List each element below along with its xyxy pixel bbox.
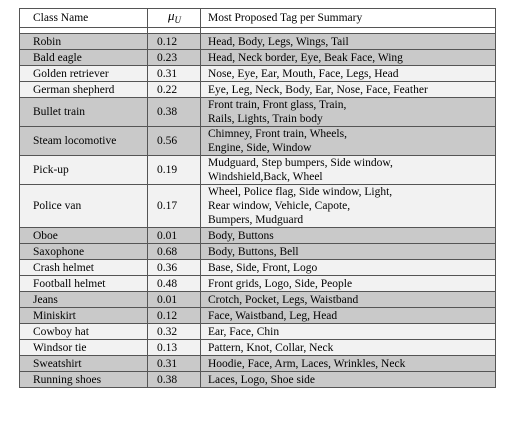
table-row: [20, 82, 496, 98]
table-row: [20, 356, 496, 372]
mu-value-cell: 0.12: [148, 34, 201, 50]
tag-line: Ear, Face, Chin: [208, 325, 280, 338]
class-name-cell: Robin: [20, 34, 148, 50]
table-row: [20, 340, 496, 356]
header-class-name: Class Name: [20, 9, 148, 28]
mu-value-cell: 0.31: [148, 66, 201, 82]
mu-value-cell: 0.13: [148, 340, 201, 356]
mu-symbol: μ: [168, 8, 175, 23]
table-row: [20, 66, 496, 82]
tags-cell: [201, 244, 496, 260]
mu-value-cell: 0.38: [148, 98, 201, 127]
tags-cell: [201, 185, 496, 228]
table-row: [20, 324, 496, 340]
tags-cell: [201, 156, 496, 185]
table-row: [20, 127, 496, 156]
table-row: [20, 185, 496, 228]
tags-cell: [201, 340, 496, 356]
tag-line: Body, Buttons, Bell: [208, 245, 299, 258]
table-row: [20, 228, 496, 244]
tags-cell: [201, 260, 496, 276]
class-name-cell: Running shoes: [20, 372, 148, 388]
tag-line: Bumpers, Mudguard: [208, 214, 304, 226]
tag-line: Head, Body, Legs, Wings, Tail: [208, 35, 349, 48]
tag-line: Eye, Leg, Neck, Body, Ear, Nose, Face, Feather: [208, 83, 428, 96]
tag-line: Front grids, Logo, Side, People: [208, 277, 353, 290]
mu-value-cell: 0.48: [148, 276, 201, 292]
tag-line: Windshield,Back, Wheel: [208, 171, 323, 183]
tag-line: Engine, Side, Window: [208, 142, 312, 154]
header-tags: Most Proposed Tag per Summary: [201, 9, 496, 28]
tags-cell: [201, 356, 496, 372]
tag-line: Pattern, Knot, Collar, Neck: [208, 341, 334, 354]
header-row: [20, 9, 496, 28]
tags-cell: [201, 66, 496, 82]
class-name-cell: Oboe: [20, 228, 148, 244]
mu-value-cell: 0.23: [148, 50, 201, 66]
mu-value-cell: 0.31: [148, 356, 201, 372]
table-row: [20, 292, 496, 308]
table-row: [20, 34, 496, 50]
mu-subscript: U: [174, 15, 182, 25]
class-name-cell: Football helmet: [20, 276, 148, 292]
mu-value-cell: 0.32: [148, 324, 201, 340]
table-row: [20, 244, 496, 260]
tag-line: Front train, Front glass, Train,: [208, 99, 347, 111]
table-row: [20, 260, 496, 276]
class-name-cell: Crash helmet: [20, 260, 148, 276]
tags-cell: [201, 98, 496, 127]
tags-cell: [201, 82, 496, 98]
tags-cell: [201, 50, 496, 66]
class-name-cell: Bald eagle: [20, 50, 148, 66]
tags-cell: [201, 372, 496, 388]
table-row: [20, 372, 496, 388]
class-name-cell: Golden retriever: [20, 66, 148, 82]
class-name-cell: Windsor tie: [20, 340, 148, 356]
mu-value-cell: 0.01: [148, 228, 201, 244]
mu-value-cell: 0.19: [148, 156, 201, 185]
mu-value-cell: 0.12: [148, 308, 201, 324]
class-name-cell: Cowboy hat: [20, 324, 148, 340]
class-name-cell: Pick-up: [20, 156, 148, 185]
table-row: [20, 308, 496, 324]
tag-line: Rear window, Vehicle, Capote,: [208, 200, 351, 212]
mu-value-cell: 0.56: [148, 127, 201, 156]
tags-cell: [201, 276, 496, 292]
tag-line: Mudguard, Step bumpers, Side window,: [208, 157, 393, 169]
tag-line: Base, Side, Front, Logo: [208, 261, 318, 274]
mu-value-cell: 0.36: [148, 260, 201, 276]
table-row: [20, 50, 496, 66]
tags-cell: [201, 308, 496, 324]
tags-cell: [201, 228, 496, 244]
tags-cell: [201, 34, 496, 50]
class-name-cell: Bullet train: [20, 98, 148, 127]
class-name-cell: Steam locomotive: [20, 127, 148, 156]
table-row: [20, 276, 496, 292]
table-body: [20, 28, 496, 388]
tags-cell: [201, 324, 496, 340]
tag-line: Face, Waistband, Leg, Head: [208, 309, 338, 322]
mu-value-cell: 0.68: [148, 244, 201, 260]
tag-line: Hoodie, Face, Arm, Laces, Wrinkles, Neck: [208, 357, 406, 370]
tag-line: Crotch, Pocket, Legs, Waistband: [208, 293, 359, 306]
tags-cell: [201, 127, 496, 156]
mu-value-cell: 0.38: [148, 372, 201, 388]
mu-value-cell: 0.17: [148, 185, 201, 228]
tag-line: Body, Buttons: [208, 229, 274, 242]
table-row: [20, 98, 496, 127]
mu-value-cell: 0.01: [148, 292, 201, 308]
tag-line: Wheel, Police flag, Side window, Light,: [208, 186, 393, 198]
class-name-cell: Saxophone: [20, 244, 148, 260]
class-tag-table: [19, 8, 496, 388]
tag-line: Nose, Eye, Ear, Mouth, Face, Legs, Head: [208, 67, 399, 80]
tag-line: Laces, Logo, Shoe side: [208, 373, 315, 386]
class-name-cell: Jeans: [20, 292, 148, 308]
tags-cell: [201, 292, 496, 308]
class-name-cell: Miniskirt: [20, 308, 148, 324]
mu-value-cell: 0.22: [148, 82, 201, 98]
class-name-cell: Sweatshirt: [20, 356, 148, 372]
class-name-cell: German shepherd: [20, 82, 148, 98]
tag-line: Chimney, Front train, Wheels,: [208, 128, 347, 140]
table-row: [20, 156, 496, 185]
tag-line: Head, Neck border, Eye, Beak Face, Wing: [208, 51, 403, 64]
header-mu-u: [148, 9, 201, 28]
class-name-cell: Police van: [20, 185, 148, 228]
tag-line: Rails, Lights, Train body: [208, 113, 323, 125]
